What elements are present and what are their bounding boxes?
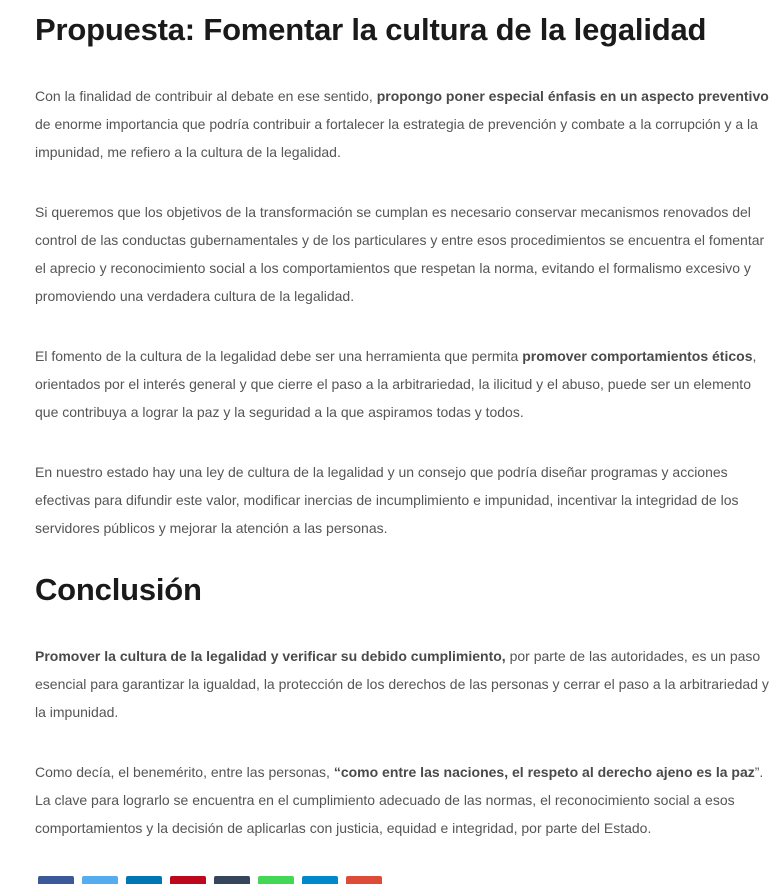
section-heading-conclusion: Conclusión	[35, 572, 202, 607]
paragraph-2: Si queremos que los objetivos de la transformación se cumplan es necesario conservar mecanismos renovados del control de las conductas gubernamentales y de los particulares y entre esos procedimientos se encuentra el fomentar el aprecio y reconocimiento social a los comportamientos que respetan la norma, evitando el formalismo excesivo y promoviendo una verdadera cultura de la legalidad.	[35, 204, 765, 304]
share-button-pinterest[interactable]	[170, 876, 206, 884]
paragraph-5-text-c: por parte de las autoridades, es un paso esencial para garantizar la igualdad, la protección de los derechos de las personas y cerrar el paso a la arbitrariedad y la impunidad.	[35, 648, 769, 720]
paragraph-5	[35, 642, 770, 726]
paragraph-6-bold: “como entre las naciones, el respeto al derecho ajeno es la paz	[333, 764, 755, 780]
section-heading-propuesta: Propuesta: Fomentar la cultura de la legalidad	[35, 12, 707, 47]
paragraph-1-text-c: de enorme importancia que podría contribuir a fortalecer la estrategia de prevención y combate a la corrupción y a la impunidad, me refiero a la cultura de la legalidad.	[35, 116, 758, 160]
paragraph-4: En nuestro estado hay una ley de cultura de la legalidad y un consejo que podría diseñar programas y acciones efectivas para difundir este valor, modificar inercias de incumplimiento e impunidad, incentivar la integridad de los servidores públicos y mejorar la atención a las personas.	[35, 464, 739, 536]
paragraph-1	[35, 82, 770, 166]
paragraph-6-text-c: ”. La clave para lograrlo se encuentra en el cumplimiento adecuado de las normas, el reconocimiento social a esos comportamientos y la decisión de aplicarlas con justicia, equidad e integridad, por parte del Estado.	[35, 764, 764, 836]
share-button-email[interactable]	[346, 876, 382, 884]
paragraph-3-text-a: El fomento de la cultura de la legalidad debe ser una herramienta que permita	[35, 348, 523, 364]
share-button-telegram[interactable]	[302, 876, 338, 884]
social-share-bar	[38, 876, 382, 884]
paragraph-5-bold: Promover la cultura de la legalidad y verificar su debido cumplimiento,	[35, 648, 506, 664]
share-button-tumblr[interactable]	[214, 876, 250, 884]
share-button-linkedin[interactable]	[126, 876, 162, 884]
paragraph-6	[35, 758, 770, 842]
share-button-whatsapp[interactable]	[258, 876, 294, 884]
paragraph-1-bold: propongo poner especial énfasis en un aspecto preventivo	[376, 88, 769, 104]
paragraph-3-text-c: , orientados por el interés general y que cierre el paso a la arbitrariedad, la ilicitud y el abuso, puede ser un elemento que contribuya a lograr la paz y la seguridad a la que aspiramos todas y todos.	[35, 348, 757, 420]
share-button-facebook[interactable]	[38, 876, 74, 884]
paragraph-6-text-a: Como decía, el benemérito, entre las personas,	[35, 764, 334, 780]
paragraph-1-text-a: Con la finalidad de contribuir al debate en ese sentido,	[35, 88, 377, 104]
paragraph-3	[35, 342, 770, 426]
paragraph-3-bold: promover comportamientos éticos	[522, 348, 753, 364]
share-button-twitter[interactable]	[82, 876, 118, 884]
